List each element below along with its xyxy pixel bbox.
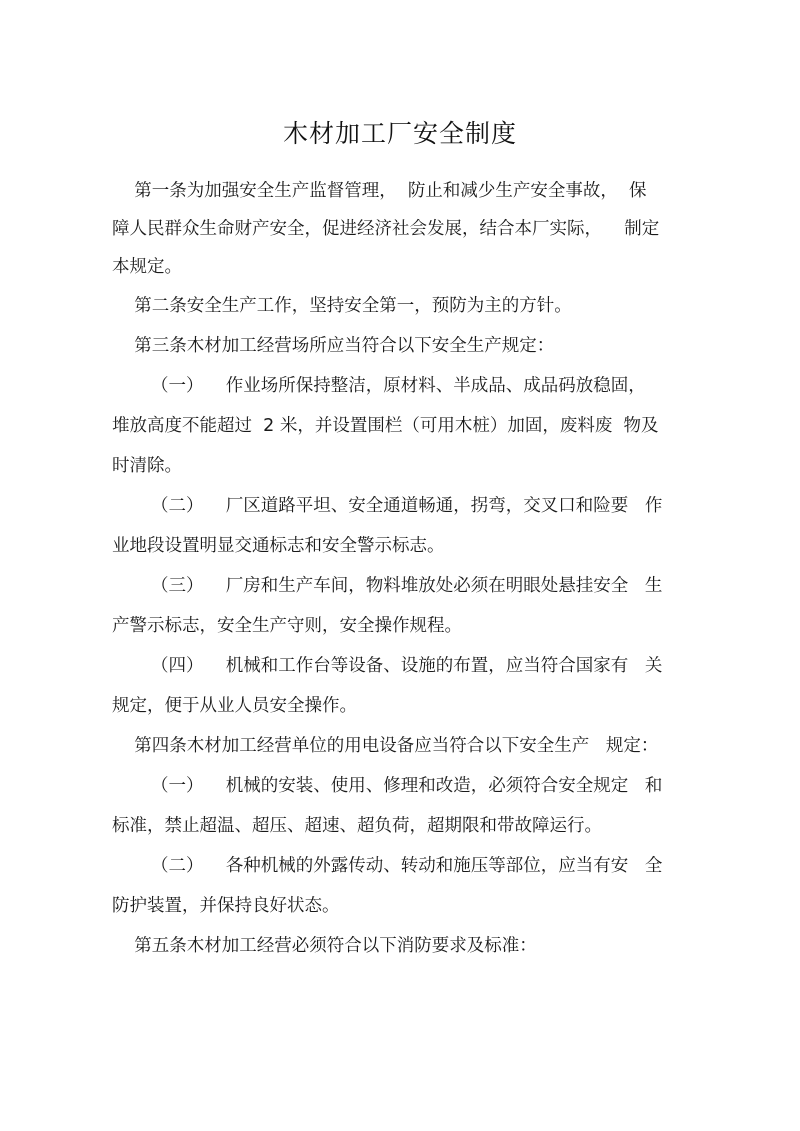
body-line: （一） 作业场所保持整洁，原材料、半成品、成品码放稳固， <box>112 376 646 396</box>
body-line: （一） 机械的安装、使用、修理和改造，必须符合安全规定 和 <box>112 776 663 796</box>
body-line: （二） 厂区道路平坦、安全通道畅通，拐弯，交叉口和险要 作 <box>112 496 663 516</box>
body-line: 产警示标志，安全生产守则，安全操作规程。 <box>112 616 462 636</box>
body-line: 本规定。 <box>112 257 182 277</box>
document-title: 木材加工厂安全制度 <box>282 119 517 148</box>
body-line: （三） 厂房和生产车间，物料堆放处必须在明眼处悬挂安全 生 <box>112 576 663 596</box>
body-line: 堆放高度不能超过 2 米，并设置围栏（可用木桩）加固，废料废 物及 <box>112 416 659 436</box>
body-line: 第二条安全生产工作，坚持安全第一，预防为主的方针。 <box>112 296 572 316</box>
body-line: 规定，便于从业人员安全操作。 <box>112 696 357 716</box>
body-line: 时清除。 <box>112 456 182 476</box>
body-line: （四） 机械和工作台等设备、设施的布置，应当符合国家有 关 <box>112 656 663 676</box>
body-line: 标准，禁止超温、超压、超速、超负荷，超期限和带故障运行。 <box>112 816 602 836</box>
document-body <box>112 172 682 966</box>
body-line: 第一条为加强安全生产监督管理， 防止和减少生产安全事故， 保 <box>112 181 647 201</box>
body-line: 障人民群众生命财产安全，促进经济社会发展，结合本厂实际， 制定 <box>112 219 660 239</box>
body-line: 第三条木材加工经营场所应当符合以下安全生产规定： <box>112 336 555 356</box>
body-line: 防护装置，并保持良好状态。 <box>112 896 340 916</box>
body-line: 第五条木材加工经营必须符合以下消防要求及标准： <box>112 936 537 956</box>
body-line: （二） 各种机械的外露传动、转动和施压等部位，应当有安 全 <box>112 856 663 876</box>
body-line: 第四条木材加工经营单位的用电设备应当符合以下安全生产 规定： <box>112 736 659 756</box>
body-line: 业地段设置明显交通标志和安全警示标志。 <box>112 536 445 556</box>
